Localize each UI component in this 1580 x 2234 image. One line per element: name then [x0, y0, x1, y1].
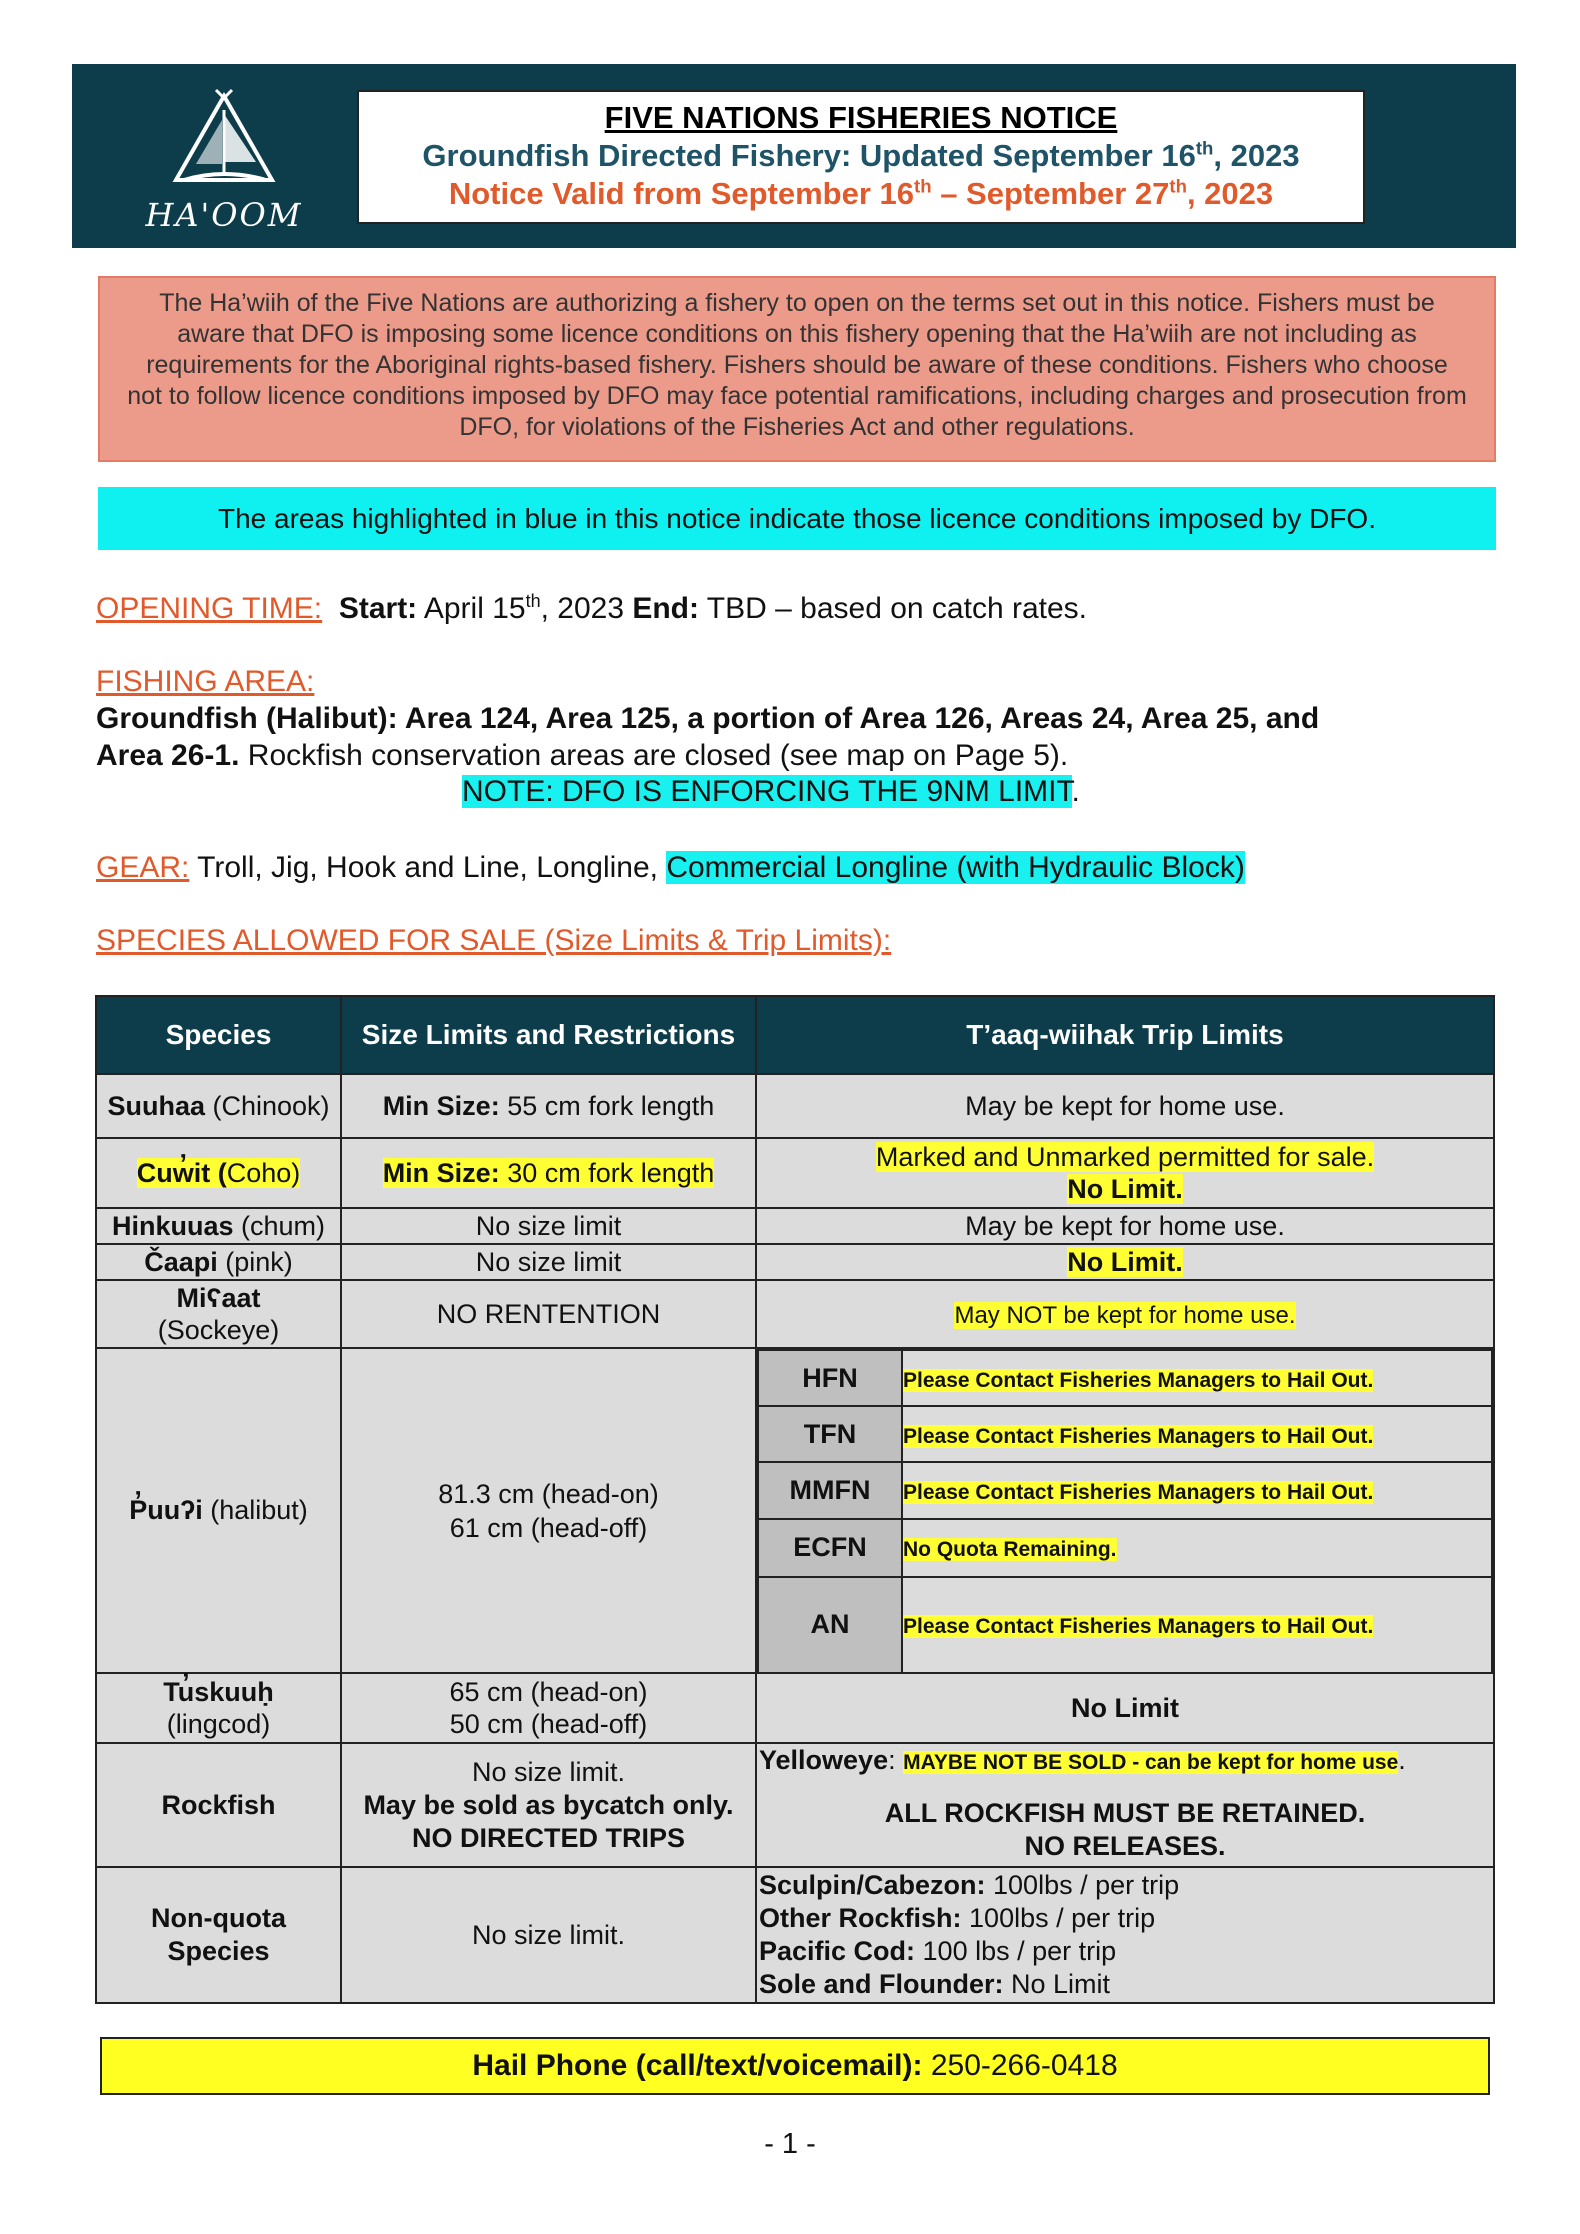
- opening-time: OPENING TIME: Start: April 15th, 2023 End: TBD – based on catch rates.: [96, 591, 1087, 625]
- size-limit: Min Size: 30 cm fork length: [341, 1138, 756, 1208]
- row-chum: [96, 1208, 1494, 1244]
- header-trip-limits: T’aaq-wiihak Trip Limits: [756, 996, 1494, 1074]
- nation-code: AN: [758, 1577, 902, 1672]
- header-species: Species: [96, 996, 341, 1074]
- nation-row: [758, 1462, 1492, 1518]
- logo-text: HA'OOM: [145, 196, 303, 234]
- species-name: Tu̓skuuḥ (lingcod): [96, 1673, 341, 1743]
- nation-status: Please Contact Fisheries Managers to Hail Out.: [902, 1406, 1492, 1462]
- page-number: - 1 -: [764, 2128, 816, 2160]
- nation-row: [758, 1519, 1492, 1577]
- row-coho: [96, 1138, 1494, 1208]
- size-limit: 65 cm (head-on) 50 cm (head-off): [341, 1673, 756, 1743]
- disclaimer-box: The Ha’wiih of the Five Nations are authorizing a fishery to open on the terms set out in this notice. Fishers must be aware that DFO is imposing some licence conditions on this fishery opening that the Ha’wiih are not including as requirements for the Aboriginal rights-based fishery. Fishers should be aware of these conditions. Fishers who choose not to follow licence conditions imposed by DFO may face potential ramifications, including charges and prosecution from DFO, for violations of the Fisheries Act and other regulations.: [98, 276, 1496, 462]
- species-heading: SPECIES ALLOWED FOR SALE (Size Limits & Trip Limits):: [96, 924, 892, 957]
- nation-status: Please Contact Fisheries Managers to Hail Out.: [902, 1577, 1492, 1672]
- size-limit: No size limit. May be sold as bycatch only. NO DIRECTED TRIPS: [341, 1743, 756, 1867]
- row-nonquota: [96, 1867, 1494, 2003]
- nine-nm-note: NOTE: DFO IS ENFORCING THE 9NM LIMIT.: [462, 775, 1080, 808]
- nation-row: [758, 1350, 1492, 1406]
- fishing-area-label: FISHING AREA:: [96, 665, 315, 698]
- notice-title: FIVE NATIONS FISHERIES NOTICE: [604, 100, 1118, 135]
- trip-limit: [756, 1867, 1494, 2003]
- nation-row: [758, 1406, 1492, 1462]
- size-limit: No size limit: [341, 1244, 756, 1280]
- species-name: Suuhaa (Chinook): [96, 1074, 341, 1138]
- row-lingcod: [96, 1673, 1494, 1743]
- trip-limit: Marked and Unmarked permitted for sale. No Limit.: [756, 1138, 1494, 1208]
- hail-phone-number[interactable]: 250-266-0418: [922, 2049, 1118, 2082]
- species-name: Non-quota Species: [96, 1867, 341, 2003]
- size-limit: No size limit.: [341, 1867, 756, 2003]
- size-limit: NO RENTENTION: [341, 1280, 756, 1348]
- fishing-area-line2: Area 26-1. Rockfish conservation areas are closed (see map on Page 5).: [96, 739, 1069, 772]
- species-table: [95, 995, 1495, 2004]
- halibut-nation-limits: [756, 1348, 1494, 1673]
- nation-status: Please Contact Fisheries Managers to Hail Out.: [902, 1350, 1492, 1406]
- notice-header: [72, 64, 1516, 248]
- limit-item: Other Rockfish: 100lbs / per trip: [759, 1903, 1156, 1933]
- nation-table: [757, 1349, 1493, 1672]
- nation-code: ECFN: [758, 1519, 902, 1577]
- species-name: P̓uuʔi (halibut): [96, 1348, 341, 1673]
- yelloweye-note: Yelloweye: MAYBE NOT BE SOLD - can be kept for home use.: [759, 1745, 1406, 1775]
- species-name: Čaapi (pink): [96, 1244, 341, 1280]
- size-limit: Min Size: 55 cm fork length: [341, 1074, 756, 1138]
- nation-code: TFN: [758, 1406, 902, 1462]
- trip-limit: May be kept for home use.: [756, 1208, 1494, 1244]
- trip-limit: [756, 1743, 1494, 1867]
- row-sockeye: [96, 1280, 1494, 1348]
- trip-limit: No Limit.: [756, 1244, 1494, 1280]
- gear-line: GEAR: Troll, Jig, Hook and Line, Longline, Commercial Longline (with Hydraulic Block): [96, 851, 1245, 884]
- retain-note: ALL ROCKFISH MUST BE RETAINED. NO RELEASES.: [884, 1798, 1366, 1861]
- size-limit: No size limit: [341, 1208, 756, 1244]
- nation-code: HFN: [758, 1350, 902, 1406]
- trip-limit: May be kept for home use.: [756, 1074, 1494, 1138]
- row-pink: [96, 1244, 1494, 1280]
- nation-row: [758, 1577, 1492, 1672]
- species-name: Hinkuuas (chum): [96, 1208, 341, 1244]
- haoom-logo: [144, 84, 304, 234]
- limit-item: Sculpin/Cabezon: 100lbs / per trip: [759, 1870, 1180, 1900]
- hail-phone-box: Hail Phone (call/text/voicemail): 250-266-0418: [100, 2037, 1490, 2095]
- table-header-row: [96, 996, 1494, 1074]
- notice-valid-dates: Notice Valid from September 16th – September 27th, 2023: [448, 175, 1274, 211]
- header-size-limits: Size Limits and Restrictions: [341, 996, 756, 1074]
- trip-limit: No Limit: [756, 1673, 1494, 1743]
- species-name: Cuw̓it (Coho): [96, 1138, 341, 1208]
- dfo-blue-note: The areas highlighted in blue in this notice indicate those licence conditions imposed by DFO.: [98, 487, 1496, 550]
- trip-limit: May NOT be kept for home use.: [756, 1280, 1494, 1348]
- size-limit: 81.3 cm (head-on) 61 cm (head-off): [341, 1348, 756, 1673]
- nation-code: MMFN: [758, 1462, 902, 1518]
- row-chinook: [96, 1074, 1494, 1138]
- fishing-area-line1: Groundfish (Halibut): Area 124, Area 125, a portion of Area 126, Areas 24, Area 25, and: [96, 702, 1320, 735]
- row-halibut: [96, 1348, 1494, 1673]
- notice-subtitle: Groundfish Directed Fishery: Updated September 16th, 2023: [422, 137, 1300, 173]
- title-box: [357, 90, 1365, 224]
- dfo-gear-condition: Commercial Longline (with Hydraulic Block): [666, 851, 1245, 884]
- species-name: Miʕaat (Sockeye): [96, 1280, 341, 1348]
- species-name: Rockfish: [96, 1743, 341, 1867]
- nation-status: No Quota Remaining.: [902, 1519, 1492, 1577]
- nation-status: Please Contact Fisheries Managers to Hail Out.: [902, 1462, 1492, 1518]
- boat-triangle-icon: [144, 84, 304, 194]
- limit-item: Sole and Flounder: No Limit: [759, 1969, 1111, 1999]
- limit-item: Pacific Cod: 100 lbs / per trip: [759, 1936, 1117, 1966]
- row-rockfish: [96, 1743, 1494, 1867]
